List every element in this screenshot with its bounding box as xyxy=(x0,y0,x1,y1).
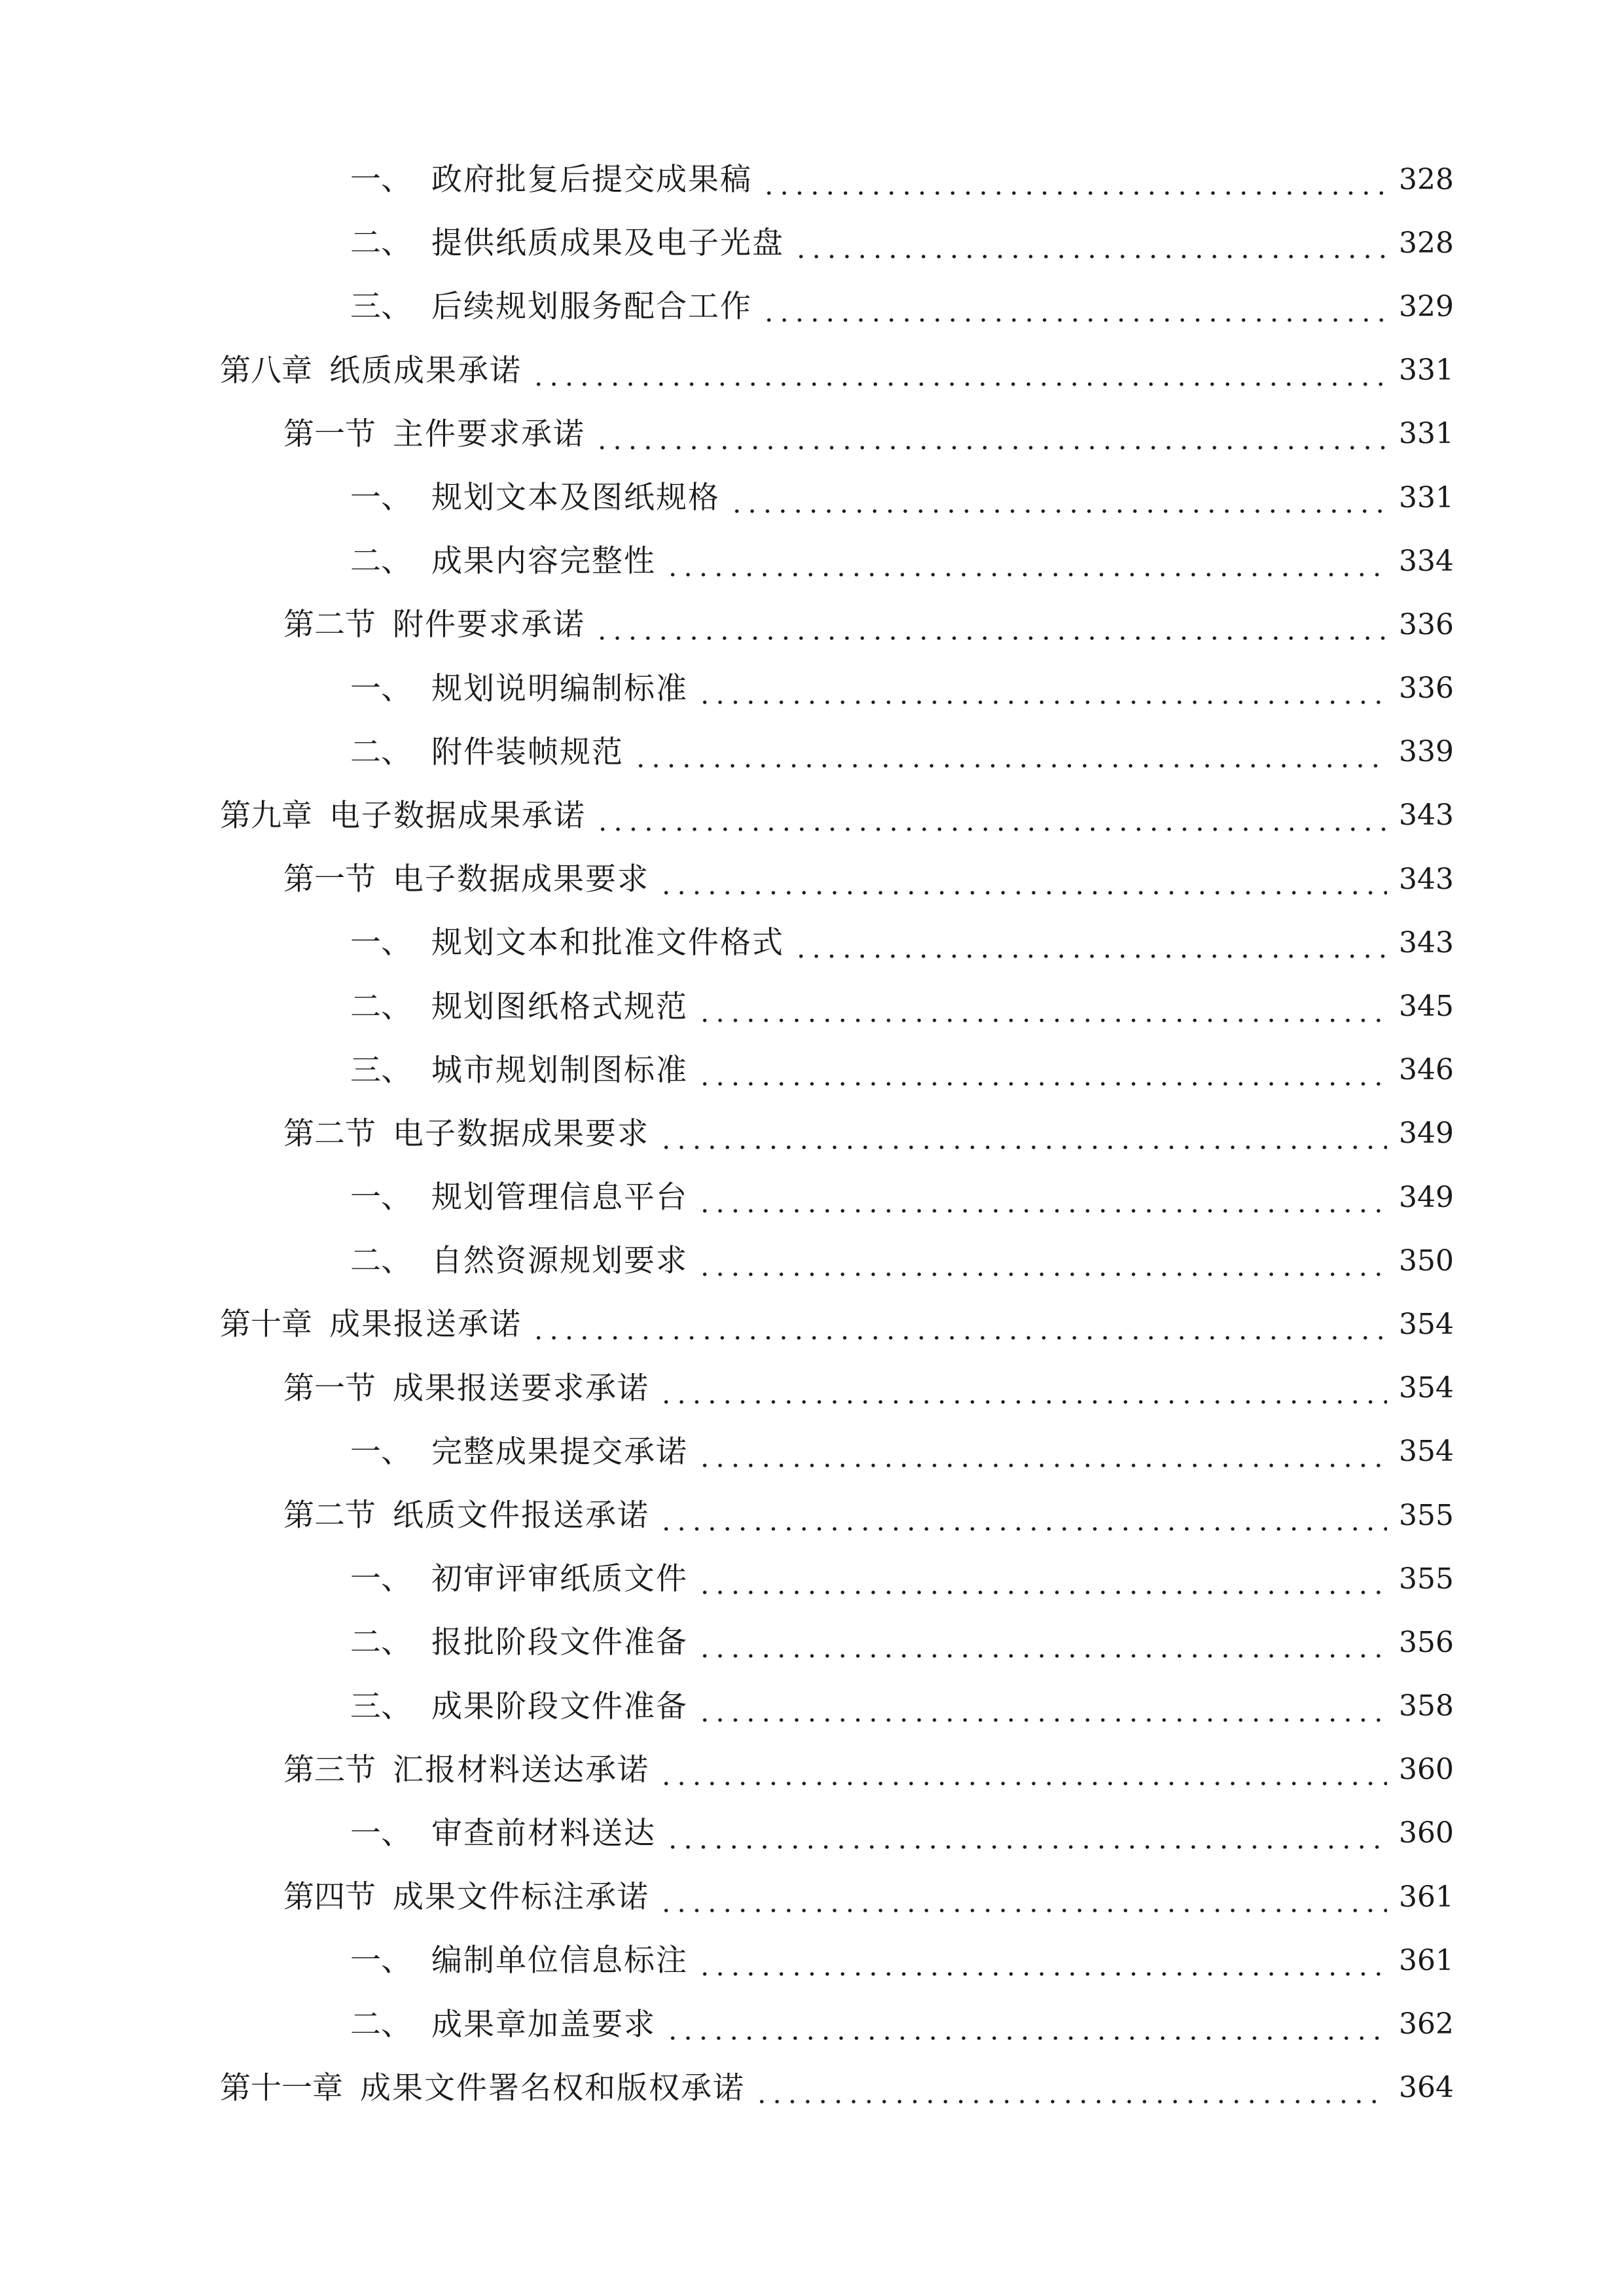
section-number: 第四节 xyxy=(283,1879,376,1916)
entry-title: 提供纸质成果及电子光盘 xyxy=(431,225,784,262)
entry-title: 规划文本及图纸规格 xyxy=(431,480,720,516)
toc-chapter[interactable] xyxy=(0,2056,1624,2120)
page-number: 328 xyxy=(1399,162,1454,196)
dot-leader xyxy=(697,1437,1387,1467)
entry-number: 一、 xyxy=(350,1179,412,1216)
toc-section[interactable] xyxy=(0,848,1624,911)
section-number: 第二节 xyxy=(283,1498,376,1534)
chapter-number: 第九章 xyxy=(220,797,312,834)
page-number: 355 xyxy=(1399,1562,1454,1596)
dot-leader xyxy=(697,673,1387,704)
entry-title: 规划文本和批准文件格式 xyxy=(431,925,784,961)
toc-entry[interactable] xyxy=(0,1611,1624,1674)
entry-number: 一、 xyxy=(350,480,412,516)
entry-number: 三、 xyxy=(350,1688,412,1725)
entry-title: 规划管理信息平台 xyxy=(431,1179,688,1216)
entry-number: 一、 xyxy=(350,1433,412,1470)
entry-title: 报批阶段文件准备 xyxy=(431,1624,688,1661)
section-number: 第一节 xyxy=(283,416,376,452)
entry-title: 规划图纸格式规范 xyxy=(431,988,688,1025)
dot-leader xyxy=(697,1691,1387,1722)
section-title: 电子数据成果要求 xyxy=(393,861,649,898)
page-number: 362 xyxy=(1399,2007,1454,2041)
entry-title: 成果阶段文件准备 xyxy=(431,1688,688,1725)
section-title: 电子数据成果要求 xyxy=(393,1115,649,1152)
dot-leader xyxy=(793,927,1387,958)
page-number: 364 xyxy=(1399,2071,1454,2105)
page-number: 343 xyxy=(1399,925,1454,960)
section-title: 纸质文件报送承诺 xyxy=(393,1498,649,1534)
entry-number: 二、 xyxy=(350,543,412,580)
dot-leader xyxy=(697,1945,1387,1976)
dot-leader xyxy=(659,1119,1387,1149)
toc-entry[interactable] xyxy=(0,1992,1624,2056)
entry-title: 后续规划服务配合工作 xyxy=(431,289,752,325)
toc-entry[interactable] xyxy=(0,1039,1624,1102)
chapter-title: 电子数据成果承诺 xyxy=(329,797,586,834)
dot-leader xyxy=(665,1818,1387,1849)
toc-entry[interactable] xyxy=(0,466,1624,529)
page-number: 331 xyxy=(1399,353,1454,387)
toc-entry[interactable] xyxy=(0,911,1624,975)
page-number: 339 xyxy=(1399,735,1454,769)
entry-number: 一、 xyxy=(350,1815,412,1852)
page-number: 336 xyxy=(1399,607,1454,641)
dot-leader xyxy=(793,228,1387,259)
section-number: 第三节 xyxy=(283,1751,376,1788)
toc-section[interactable] xyxy=(0,1865,1624,1929)
dot-leader xyxy=(594,419,1387,450)
entry-number: 一、 xyxy=(350,925,412,961)
toc-section[interactable] xyxy=(0,1102,1624,1166)
page-number: 354 xyxy=(1399,1307,1454,1341)
dot-leader xyxy=(754,2073,1387,2104)
dot-leader xyxy=(729,482,1387,513)
entry-number: 二、 xyxy=(350,1624,412,1661)
toc-chapter[interactable] xyxy=(0,1293,1624,1356)
toc-section[interactable] xyxy=(0,593,1624,656)
page-number: 360 xyxy=(1399,1816,1454,1850)
toc-entry[interactable] xyxy=(0,975,1624,1038)
page-number: 336 xyxy=(1399,672,1454,706)
toc-entry[interactable] xyxy=(0,1166,1624,1229)
page-number: 328 xyxy=(1399,226,1454,260)
page-number: 349 xyxy=(1399,1180,1454,1214)
dot-leader xyxy=(659,1755,1387,1785)
entry-title: 编制单位信息标注 xyxy=(431,1943,688,1979)
page-number: 346 xyxy=(1399,1053,1454,1087)
toc-entry[interactable] xyxy=(0,148,1624,211)
chapter-number: 第八章 xyxy=(220,352,312,389)
page-number: 331 xyxy=(1399,480,1454,514)
toc-section[interactable] xyxy=(0,1484,1624,1547)
page-number: 350 xyxy=(1399,1244,1454,1278)
entry-number: 一、 xyxy=(350,1561,412,1598)
dot-leader xyxy=(659,864,1387,895)
toc-entry[interactable] xyxy=(0,1802,1624,1865)
page-number: 354 xyxy=(1399,1371,1454,1405)
entry-title: 附件装帧规范 xyxy=(431,734,624,770)
toc-entry[interactable] xyxy=(0,529,1624,593)
section-number: 第二节 xyxy=(283,1115,376,1152)
dot-leader xyxy=(665,2009,1387,2040)
page-number: 343 xyxy=(1399,798,1454,833)
page-number: 334 xyxy=(1399,544,1454,578)
section-number: 第二节 xyxy=(283,607,376,643)
toc-entry[interactable] xyxy=(0,1929,1624,1992)
toc-section[interactable] xyxy=(0,1357,1624,1420)
dot-leader xyxy=(697,1055,1387,1086)
dot-leader xyxy=(531,1309,1387,1340)
dot-leader xyxy=(697,1182,1387,1213)
chapter-title: 成果报送承诺 xyxy=(329,1306,522,1343)
page-number: 343 xyxy=(1399,862,1454,896)
entry-number: 一、 xyxy=(350,670,412,707)
page-number: 361 xyxy=(1399,1943,1454,1977)
page-number: 361 xyxy=(1399,1880,1454,1914)
toc-entry[interactable] xyxy=(0,275,1624,338)
dot-leader xyxy=(665,546,1387,577)
dot-leader xyxy=(659,1500,1387,1531)
entry-title: 初审评审纸质文件 xyxy=(431,1561,688,1598)
chapter-title: 成果文件署名权和版权承诺 xyxy=(360,2070,745,2106)
toc-section[interactable] xyxy=(0,403,1624,466)
toc-chapter[interactable] xyxy=(0,784,1624,848)
page-number: 355 xyxy=(1399,1498,1454,1532)
entry-number: 二、 xyxy=(350,988,412,1025)
dot-leader xyxy=(595,800,1387,831)
toc-section[interactable] xyxy=(0,1738,1624,1802)
page-number: 331 xyxy=(1399,417,1454,451)
entry-number: 二、 xyxy=(350,2006,412,2043)
section-number: 第一节 xyxy=(283,1370,376,1407)
entry-number: 三、 xyxy=(350,1052,412,1088)
section-title: 主件要求承诺 xyxy=(393,416,585,452)
toc-chapter[interactable] xyxy=(0,339,1624,403)
table-of-contents xyxy=(0,148,1624,2120)
dot-leader xyxy=(659,1373,1387,1404)
entry-title: 成果内容完整性 xyxy=(431,543,656,580)
page-number: 354 xyxy=(1399,1435,1454,1469)
toc-entry[interactable] xyxy=(0,1420,1624,1484)
entry-number: 二、 xyxy=(350,225,412,262)
page-number: 358 xyxy=(1399,1689,1454,1723)
page-number: 356 xyxy=(1399,1625,1454,1659)
toc-entry[interactable] xyxy=(0,1547,1624,1611)
dot-leader xyxy=(633,737,1387,768)
page-number: 360 xyxy=(1399,1753,1454,1787)
page-number: 349 xyxy=(1399,1117,1454,1151)
page-number: 329 xyxy=(1399,289,1454,323)
entry-title: 城市规划制图标准 xyxy=(431,1052,688,1088)
toc-entry[interactable] xyxy=(0,1229,1624,1293)
page-number: 345 xyxy=(1399,990,1454,1024)
entry-number: 一、 xyxy=(350,162,412,198)
toc-entry[interactable] xyxy=(0,721,1624,784)
entry-number: 三、 xyxy=(350,289,412,325)
toc-entry[interactable] xyxy=(0,211,1624,275)
dot-leader xyxy=(697,1564,1387,1594)
chapter-number: 第十一章 xyxy=(220,2070,343,2106)
entry-number: 二、 xyxy=(350,734,412,770)
entry-number: 一、 xyxy=(350,1943,412,1979)
toc-entry[interactable] xyxy=(0,1675,1624,1738)
entry-number: 二、 xyxy=(350,1243,412,1280)
entry-title: 审查前材料送达 xyxy=(431,1815,656,1852)
dot-leader xyxy=(697,1246,1387,1276)
dot-leader xyxy=(659,1882,1387,1912)
dot-leader xyxy=(594,609,1387,640)
dot-leader xyxy=(761,164,1387,195)
section-title: 汇报材料送达承诺 xyxy=(393,1751,649,1788)
section-title: 成果文件标注承诺 xyxy=(393,1879,649,1916)
entry-title: 完整成果提交承诺 xyxy=(431,1433,688,1470)
section-title: 附件要求承诺 xyxy=(393,607,585,643)
chapter-title: 纸质成果承诺 xyxy=(329,352,522,389)
chapter-number: 第十章 xyxy=(220,1306,312,1343)
dot-leader xyxy=(531,355,1387,386)
dot-leader xyxy=(697,992,1387,1022)
toc-entry[interactable] xyxy=(0,657,1624,721)
dot-leader xyxy=(761,291,1387,322)
section-number: 第一节 xyxy=(283,861,376,898)
dot-leader xyxy=(697,1627,1387,1658)
section-title: 成果报送要求承诺 xyxy=(393,1370,649,1407)
entry-title: 自然资源规划要求 xyxy=(431,1243,688,1280)
entry-title: 规划说明编制标准 xyxy=(431,670,688,707)
entry-title: 成果章加盖要求 xyxy=(431,2006,656,2043)
entry-title: 政府批复后提交成果稿 xyxy=(431,162,752,198)
